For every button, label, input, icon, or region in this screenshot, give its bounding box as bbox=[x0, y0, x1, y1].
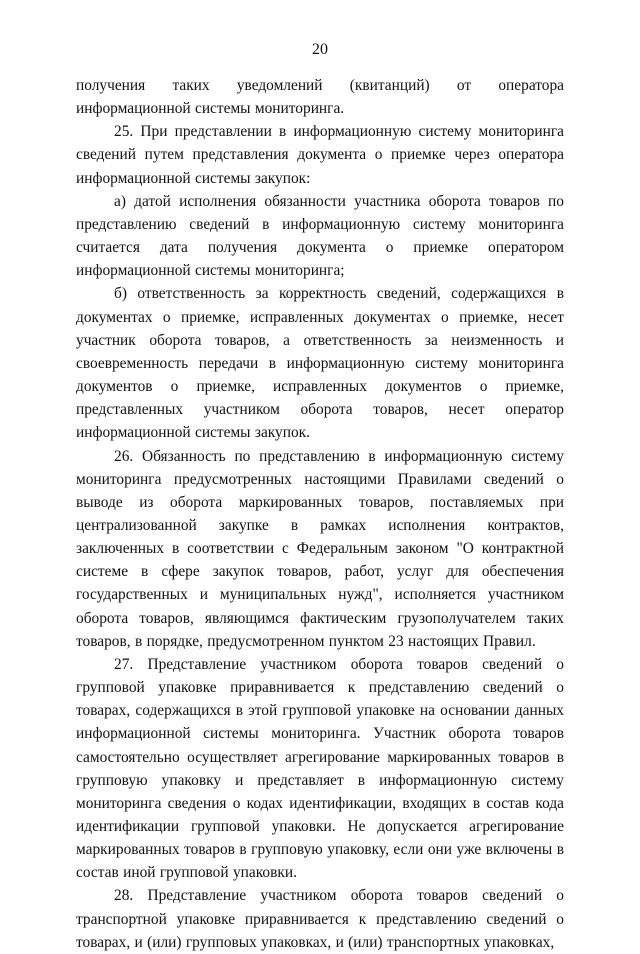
document-body bbox=[76, 74, 564, 954]
paragraph-25-b: б) ответственность за корректность сведений, содержащихся в документах о приемке, исправленных документах о приемке, несет участник оборота товаров, а ответственность за неизменность и своевременность передачи в информационную систему мониторинга документов о приемке, исправленных документов о приемке, представленных участником оборота товаров, несет оператор информационной системы закупок. bbox=[76, 285, 564, 442]
paragraph-25-a: а) датой исполнения обязанности участника оборота товаров по представлению сведений в информационную систему мониторинга считается дата получения документа о приемке оператором информационной системы мониторинга; bbox=[76, 192, 564, 280]
page-number: 20 bbox=[312, 41, 328, 58]
paragraph-26: 26. Обязанность по представлению в информационную систему мониторинга предусмотренных настоящими Правилами сведений о выводе из оборота маркированных товаров, поставляемых при централизованной закупке в рамках исполнения контрактов, заключенных в соответствии с Федеральным законом "О контрактной системе в сфере закупок товаров, работ, услуг для обеспечения государственных и муниципальных нужд", исполняется участником оборота товаров, являющимся фактическим грузополучателем таких товаров, в порядке, предусмотренном пунктом 23 настоящих Правил. bbox=[76, 447, 564, 650]
paragraph-27: 27. Представление участником оборота товаров сведений о групповой упаковке приравнивается к представлению сведений о товарах, содержащихся в этой групповой упаковке на основании данных информационной системы мониторинга. Участник оборота товаров самостоятельно осуществляет агрегирование маркированных товаров в групповую упаковку и представляет в информационную систему мониторинга сведения о кодах идентификации, входящих в состав кода идентификации групповой упаковки. Не допускается агрегирование маркированных товаров в групповую упаковку, если они уже включены в состав иной групповой упаковки. bbox=[76, 655, 564, 882]
paragraph-28: 28. Представление участником оборота товаров сведений о транспортной упаковке приравнивается к представлению сведений о товарах, и (или) групповых упаковках, и (или) транспортных упаковках, bbox=[76, 887, 564, 951]
paragraph-25: 25. При представлении в информационную систему мониторинга сведений путем представления документа о приемке через оператора информационной системы закупок: bbox=[76, 123, 564, 187]
paragraph-continuation: получения таких уведомлений (квитанций) от оператора информационной системы мониторинга. bbox=[76, 77, 564, 118]
